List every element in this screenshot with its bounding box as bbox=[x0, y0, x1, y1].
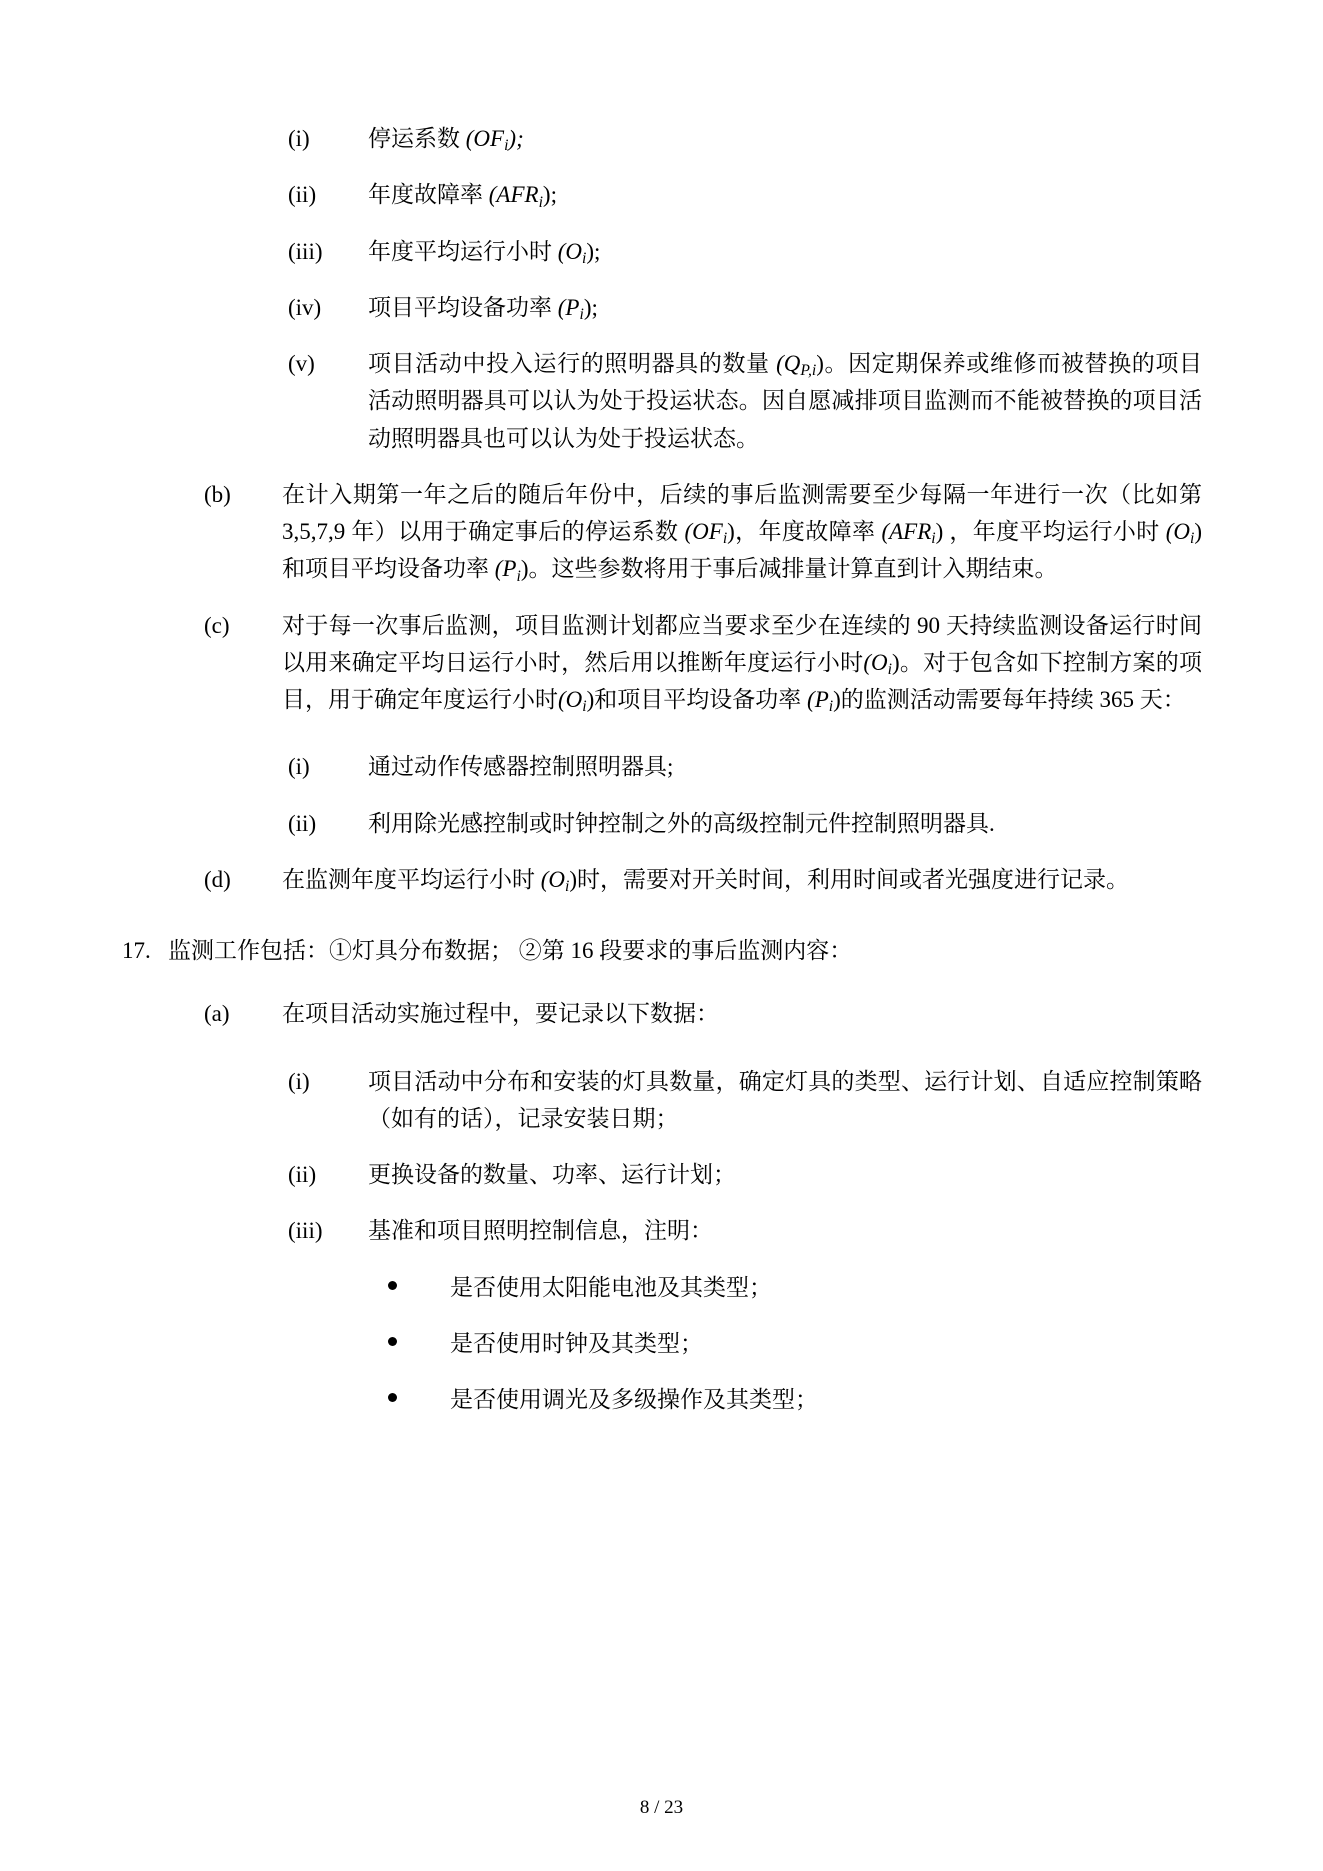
list-item bbox=[122, 345, 1202, 457]
list-marker: (iii) bbox=[288, 1218, 323, 1244]
list-marker: (v) bbox=[288, 351, 315, 376]
bullet-dot-icon bbox=[388, 1393, 397, 1402]
list-item bbox=[122, 1063, 1202, 1138]
page-footer: 8 / 23 bbox=[639, 1797, 684, 1818]
paragraph-text: 停运系数 $(OF_i)$; bbox=[368, 126, 524, 155]
list-item bbox=[122, 932, 1202, 969]
paragraph-text: 年度故障率 $(AFR_i)$; bbox=[368, 182, 557, 211]
paragraph-text: 通过动作传感器控制照明器具; bbox=[368, 754, 674, 780]
list-item bbox=[122, 476, 1202, 588]
paragraph-text: 在计入期第一年之后的随后年份中，后续的事后监测需要至少每隔一年进行一次（比如第 3,5,7,9 年）以用于确定事后的停运系数 $(OF_i)$，年度故障率 $(AFR_i)$ ，年度平均运行小时 $(O_i)$ 和项目平均设备功率 $(P_i)$。这些参数将用于事后减排量计算直到计入期结束。 bbox=[282, 481, 1202, 585]
list-marker: (i) bbox=[288, 126, 310, 151]
list-marker: (i) bbox=[288, 1068, 310, 1094]
paragraph-text: 项目活动中分布和安装的灯具数量，确定灯具的类型、运行计划、自适应控制策略（如有的话），记录安装日期； bbox=[368, 1068, 1202, 1131]
list-marker bbox=[372, 1325, 450, 1362]
list-marker: (ii) bbox=[288, 182, 317, 208]
list-item bbox=[122, 176, 1202, 213]
paragraph-text: 利用除光感控制或时钟控制之外的高级控制元件控制照明器具. bbox=[368, 810, 995, 836]
list-item-bullet bbox=[122, 1381, 1202, 1418]
list-item bbox=[122, 120, 1202, 157]
paragraph-text: 更换设备的数量、功率、运行计划； bbox=[368, 1162, 736, 1187]
paragraph-text: 年度平均运行小时 $(O_i)$; bbox=[368, 238, 601, 267]
bullet-dot-icon bbox=[388, 1281, 397, 1290]
document-body bbox=[122, 120, 1202, 1418]
list-marker: (ii) bbox=[288, 1162, 317, 1187]
paragraph-text: 项目活动中投入运行的照明器具的数量 $(Q_{P,i})$。因定期保养或维修而被替换的项目活动照明器具可以认为处于投运状态。因自愿减排项目监测而不能被替换的项目活动照明器具也可以认为处于投运状态。 bbox=[368, 351, 1202, 451]
list-item bbox=[122, 1156, 1202, 1193]
list-item bbox=[122, 607, 1202, 719]
list-marker: (i) bbox=[288, 754, 310, 780]
paragraph-text: 项目平均设备功率 $(P_i)$; bbox=[368, 294, 598, 324]
list-marker: 17. bbox=[122, 938, 151, 963]
bullet-dot-icon bbox=[388, 1337, 397, 1346]
list-item bbox=[122, 995, 1202, 1032]
paragraph-text: 是否使用太阳能电池及其类型； bbox=[450, 1274, 772, 1300]
list-item bbox=[122, 805, 1202, 842]
paragraph-text: 基准和项目照明控制信息，注明： bbox=[368, 1218, 713, 1244]
paragraph-text: 是否使用时钟及其类型； bbox=[450, 1330, 703, 1356]
list-marker: (d) bbox=[204, 866, 231, 892]
list-item-bullet bbox=[122, 1269, 1202, 1306]
paragraph-text: 监测工作包括：①灯具分布数据； ②第 16 段要求的事后监测内容： bbox=[168, 938, 853, 963]
list-marker: (a) bbox=[204, 1001, 230, 1027]
list-item-bullet bbox=[122, 1325, 1202, 1362]
paragraph-text: 在项目活动实施过程中，要记录以下数据： bbox=[282, 1001, 719, 1027]
paragraph-text: 是否使用调光及多级操作及其类型； bbox=[450, 1387, 818, 1412]
list-item bbox=[122, 233, 1202, 270]
list-marker: (iv) bbox=[288, 294, 322, 320]
list-item bbox=[122, 861, 1202, 898]
paragraph-text: 对于每一次事后监测，项目监测计划都应当要求至少在连续的 90 天持续监测设备运行时间以用来确定平均日运行小时，然后用以推断年度运行小时$(O_i)$。对于包含如下控制方案的项目，用于确定年度运行小时$(O_i)$和项目平均设备功率 $(P_i)$的监测活动需要每年持续 365 天： bbox=[282, 612, 1202, 716]
list-item bbox=[122, 748, 1202, 785]
list-marker bbox=[372, 1381, 450, 1418]
list-marker: (b) bbox=[204, 481, 231, 507]
list-marker: (ii) bbox=[288, 810, 317, 836]
list-marker: (c) bbox=[204, 612, 230, 638]
paragraph-text: 在监测年度平均运行小时 $(O_i)$时，需要对开关时间，利用时间或者光强度进行记录。 bbox=[282, 866, 1130, 896]
list-marker bbox=[372, 1269, 450, 1306]
list-marker: (iii) bbox=[288, 238, 323, 264]
list-item bbox=[122, 289, 1202, 326]
list-item bbox=[122, 1212, 1202, 1249]
